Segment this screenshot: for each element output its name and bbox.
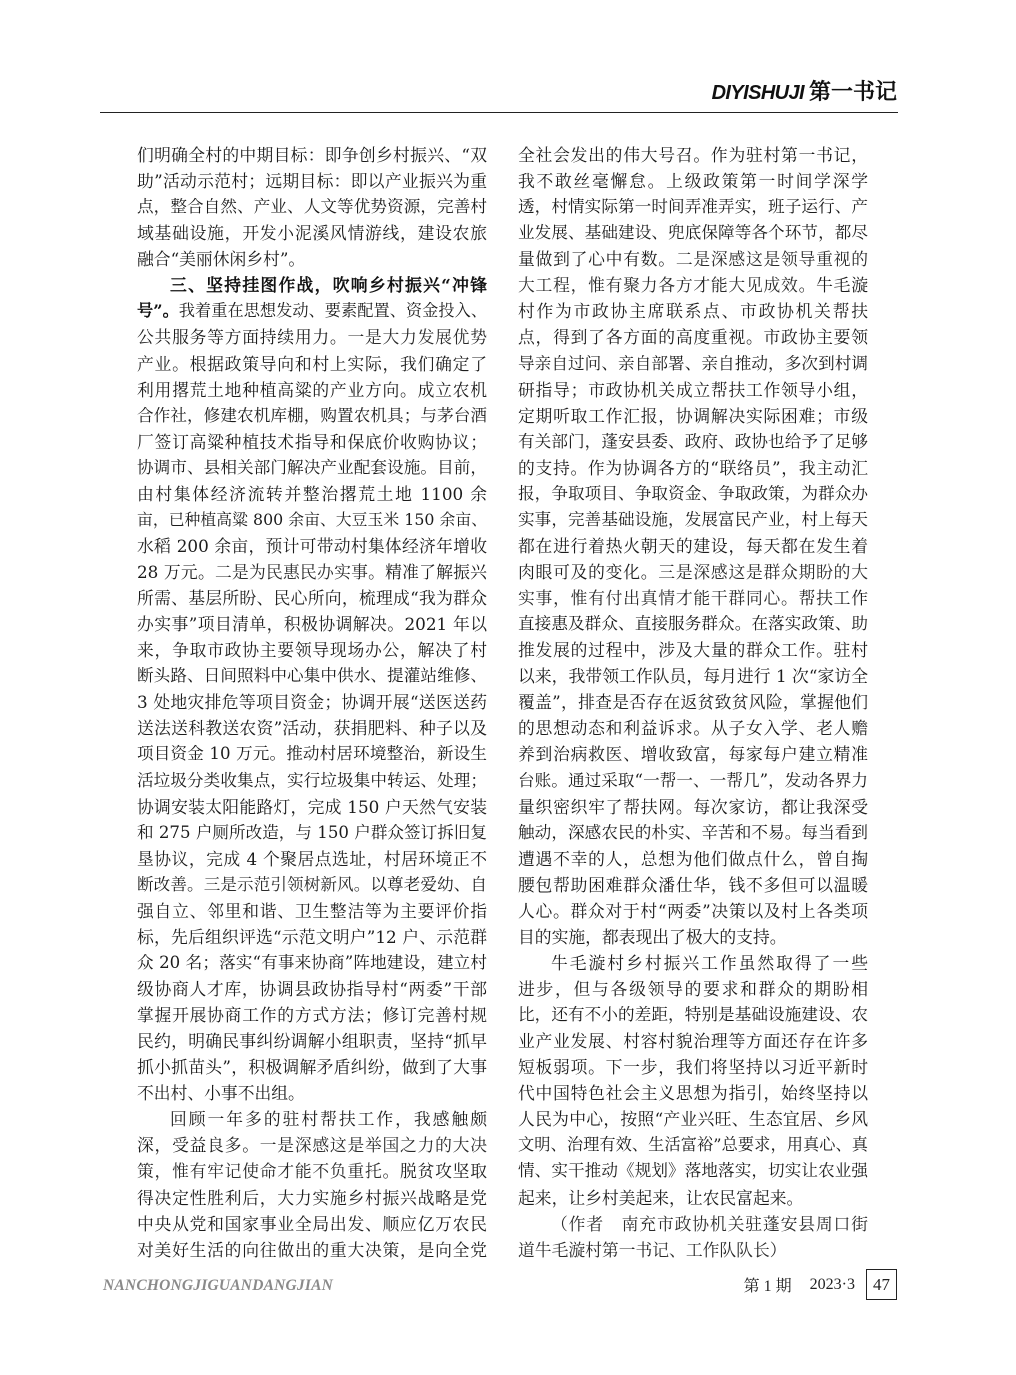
- text-run: 我不敢丝毫懈怠。上级政策第一时间学深学: [518, 171, 868, 192]
- text-run: 村作为市政协主席联系点、市政协机关帮扶: [518, 301, 868, 322]
- text-run: 精准了解振兴: [385, 562, 487, 582]
- text-line: [137, 585, 487, 611]
- text-line: [518, 455, 868, 481]
- text-run: 研指导；市政协机关成立帮扶工作领导小组，: [518, 379, 868, 400]
- text-line: [518, 898, 868, 924]
- text-run: 实事，完善基础设施，发展富民产业，村上每天: [518, 509, 868, 529]
- text-line: [518, 194, 868, 220]
- text-line: [137, 924, 487, 950]
- text-line: [137, 142, 487, 168]
- text-line: [518, 1002, 868, 1028]
- text-line: [518, 663, 868, 689]
- text-run: 的思想动态和利益诉求。从子女入学、老人赡: [518, 718, 868, 739]
- text-run: 人心。群众对于村“两委”决策以及村上各类项: [518, 900, 868, 921]
- text-line: [518, 507, 868, 533]
- text-run: 活垃圾分类收集点，实行垃圾集中转运、处理；: [137, 770, 487, 790]
- text-run: 域基础设施，开发小泥溪风情游线，建设农旅: [137, 223, 487, 244]
- text-run: 遭遇不幸的人，总想为他们做点什么，曾自掏: [518, 848, 868, 869]
- emphasis-run: 实事，惟有付出真情才能干群同心。: [518, 588, 799, 609]
- text-run: 中央从党和国家事业全局出发、顺应亿万农民: [137, 1213, 487, 1234]
- text-run: 有关部门，蓬安县委、政府、政协也给予了足够: [518, 431, 868, 451]
- emphasis-run: 二是为民惠民办实事。: [214, 562, 386, 582]
- text-run: 短板弱项。下一步，我们将坚持以习近平新时: [518, 1057, 868, 1078]
- text-line: [137, 429, 487, 455]
- text-run: 业发展、基础建设、兜底保障等各个环节，都尽: [518, 223, 868, 243]
- text-line: [518, 246, 868, 272]
- text-line: [518, 429, 868, 455]
- text-run: 量做到了心中有数。: [518, 249, 676, 270]
- page-number: 47: [866, 1269, 897, 1300]
- text-line: [137, 872, 487, 898]
- text-run: 牛毛漩: [816, 275, 868, 296]
- text-run: 断改善。: [137, 874, 204, 894]
- text-run: 根据政策导向和村上实际，我们确定了: [189, 353, 487, 374]
- text-line: [137, 194, 487, 220]
- text-run: 亩，已种植高粱 800 余亩、大豆玉米 150 余亩、: [137, 509, 487, 529]
- text-line: [518, 611, 868, 637]
- text-line: [137, 1002, 487, 1028]
- heading-run: 三、坚持挂图作战，吹响乡村振兴“冲锋: [170, 275, 487, 296]
- section-name-latin: DIYISHUJI: [711, 82, 804, 104]
- text-line: [518, 768, 868, 794]
- text-run: 直接惠及群众、直接服务群众。在落实政策、助: [518, 614, 868, 634]
- text-run: 得决定性胜利后，大力实施乡村振兴战略是党: [137, 1187, 487, 1208]
- text-run: 所需、基层所盼、民心所向，梳理成“我为群众: [137, 588, 487, 609]
- text-line: [518, 351, 868, 377]
- text-run: 对美好生活的向往做出的重大决策，是向全党: [137, 1239, 487, 1260]
- text-line: [518, 976, 868, 1002]
- text-line: [518, 741, 868, 767]
- text-line: [137, 481, 487, 507]
- text-run: 标，先后组织评选“示范文明户”12 户、示范群: [137, 926, 487, 947]
- text-run: 点，得到了各方面的高度重视。市政协主要领: [518, 327, 868, 348]
- text-run: 深，受益良多。: [137, 1135, 260, 1156]
- text-line: [518, 1028, 868, 1054]
- text-run: 掌握开展协商工作的方式方法；修订完善村规: [137, 1005, 487, 1026]
- text-line: [518, 298, 868, 324]
- text-run: 目的实施，都表现出了极大的支持。: [518, 926, 787, 947]
- text-run: 报，争取项目、争取资金、争取政策，为群众办: [518, 483, 868, 503]
- text-line: [518, 872, 868, 898]
- text-run: 强自立、邻里和谐、卫生整洁等为主要评价指: [137, 900, 487, 921]
- text-line: [137, 1211, 487, 1237]
- text-run: 腰包帮助困难群众潘仕华，钱不多但可以温暖: [518, 874, 868, 895]
- text-run: 人民为中心，按照“产业兴旺、生态宜居、乡风: [518, 1109, 868, 1130]
- text-line: [137, 1054, 487, 1080]
- text-run: 养到治病救医、增收致富，每家每户建立精准: [518, 744, 868, 765]
- text-run: 帮扶工作: [798, 588, 868, 609]
- text-line: [137, 351, 487, 377]
- text-run: 办实事”项目清单，积极协调解决。2021 年以: [137, 614, 487, 635]
- running-header: [712, 78, 897, 108]
- text-run: 起来，让乡村美起来，让农民富起来。: [518, 1187, 804, 1208]
- text-run: 融合“美丽休闲乡村”。: [137, 249, 306, 270]
- text-line: [137, 715, 487, 741]
- text-line: [518, 950, 868, 976]
- text-line: [518, 1054, 868, 1080]
- text-run: 协调安装太阳能路灯，完成 150 户天然气安装: [137, 796, 487, 817]
- header-rule: [100, 112, 898, 113]
- journal-name: NANCHONGJIGUANDANGJIAN: [103, 1277, 334, 1294]
- text-run: 由村集体经济流转并整治撂荒土地 1100 余: [137, 483, 487, 504]
- text-run: 送法送科教送农资”活动，获捐肥料、种子以及: [137, 718, 487, 739]
- text-run: 推发展的过程中，涉及大量的群众工作。驻村: [518, 640, 868, 661]
- text-line: [518, 637, 868, 663]
- text-line: [518, 272, 868, 298]
- section-name: 第一书记: [808, 80, 897, 105]
- text-line: [518, 794, 868, 820]
- emphasis-run: 大工程，惟有聚力各方才能大见成效。: [518, 275, 817, 296]
- text-run: 28 万元。: [137, 562, 215, 582]
- text-line: [137, 403, 487, 429]
- text-run: 业产业发展、村容村貌治理等方面还存在许多: [518, 1031, 868, 1052]
- text-line: [137, 507, 487, 533]
- text-line: [518, 689, 868, 715]
- text-run: 回顾一年多的驻村帮扶工作，我感触颇: [170, 1109, 487, 1130]
- text-run: 量织密织牢了帮扶网。每次家访，都让我深受: [518, 796, 868, 817]
- text-line: [518, 324, 868, 350]
- text-line: [137, 1132, 487, 1158]
- text-run: 肉眼可及的变化。: [518, 562, 659, 582]
- emphasis-run: 策，惟有牢记使命才能不负重托。: [137, 1161, 401, 1182]
- page-footer: [744, 1269, 897, 1300]
- text-run: 不出村、小事不出组。: [137, 1083, 305, 1104]
- text-line: [518, 1080, 868, 1106]
- emphasis-run: 一是大力发展优势: [347, 327, 487, 348]
- text-line: [518, 533, 868, 559]
- emphasis-run: 产业。: [137, 353, 190, 374]
- text-run: 断头路、日间照料中心集中供水、提灌站维修、: [137, 666, 487, 686]
- text-line: [137, 820, 487, 846]
- text-run: 比，还有不小的差距，特别是基础设施建设、农: [518, 1005, 868, 1025]
- text-line: [137, 794, 487, 820]
- text-line: [137, 168, 487, 194]
- text-run: 脱贫攻坚取: [400, 1161, 487, 1182]
- text-run: 台账。通过采取“一帮一、一帮几”，发动各界力: [518, 770, 868, 790]
- text-line: [518, 585, 868, 611]
- text-run: 覆盖”，排查是否存在返贫致贫风险，掌握他们: [518, 692, 868, 713]
- text-run: 水稻 200 余亩，预计可带动村集体经济年增收: [137, 535, 487, 556]
- text-run: 的支持。作为协调各方的“联络员”，我主动汇: [518, 457, 868, 478]
- emphasis-run: 一是深感这是举国之力的大决: [259, 1135, 487, 1156]
- emphasis-run: 道牛毛漩村第一书记、工作队队长）: [518, 1239, 787, 1260]
- text-line: [518, 403, 868, 429]
- text-line: [137, 533, 487, 559]
- text-line: [518, 715, 868, 741]
- text-line: [137, 298, 487, 324]
- text-run: 民约，明确民事纠纷调解小组职责，坚持“抓早: [137, 1031, 487, 1052]
- issue-date: 2023·3: [809, 1275, 855, 1293]
- text-run: 点，整合自然、产业、人文等优势资源，完善村: [137, 197, 487, 217]
- text-line: [137, 220, 487, 246]
- text-line: [137, 455, 487, 481]
- text-line: [137, 1158, 487, 1184]
- text-run: 和 275 户厕所改造，与 150 户群众签订拆旧复: [137, 822, 487, 842]
- text-run: 都在进行着热火朝天的建设，每天都在发生着: [518, 535, 868, 556]
- text-line: [137, 976, 487, 1002]
- text-run: 代中国特色社会主义思想为指引，始终坚持以: [518, 1083, 868, 1104]
- text-line: [518, 168, 868, 194]
- text-line: [518, 1185, 868, 1211]
- text-line: [518, 220, 868, 246]
- text-run: 厂签订高粱种植技术指导和保底价收购协议；: [137, 431, 487, 452]
- text-run: 们明确全村的中期目标：即争创乡村振兴、“双: [137, 145, 487, 165]
- text-line: [518, 1106, 868, 1132]
- text-line: [137, 272, 487, 298]
- text-run: 众 20 名；落实“有事来协商”阵地建设，建立村: [137, 952, 487, 972]
- text-run: 定期听取工作汇报，协调解决实际困难；市级: [518, 405, 868, 426]
- text-line: [518, 142, 868, 168]
- text-run: 我着重在思想发动、要素配置、资金投入、: [178, 301, 488, 321]
- text-line: [137, 1106, 487, 1132]
- text-run: 全社会发出的伟大号召。作为驻村第一书记，: [518, 145, 868, 165]
- emphasis-run: 三是深感这是群众期盼的大: [658, 562, 868, 582]
- text-line: [137, 898, 487, 924]
- text-run: 利用撂荒土地种植高粱的产业方向。成立农机: [137, 379, 487, 400]
- text-line: [137, 637, 487, 663]
- text-line: [137, 1080, 487, 1106]
- text-line: [518, 1211, 868, 1237]
- text-run: 透，村情实际第一时间弄准弄实，班子运行、产: [518, 197, 868, 217]
- text-line: [137, 246, 487, 272]
- text-line: [137, 1237, 487, 1263]
- text-run: 触动，深感农民的朴实、辛苦和不易。每当看到: [518, 822, 868, 842]
- text-line: [137, 950, 487, 976]
- text-run: 项目资金 10 万元。推动村居环境整治，新设生: [137, 744, 487, 764]
- text-line: [137, 559, 487, 585]
- text-run: 协调市、县相关部门解决产业配套设施。目前，: [137, 457, 487, 477]
- text-line: [137, 768, 487, 794]
- text-line: [518, 1158, 868, 1184]
- text-line: [137, 1028, 487, 1054]
- text-line: [137, 663, 487, 689]
- emphasis-run: 二是深感这是领导重视的: [675, 249, 868, 270]
- text-run: 3 处地灾排危等项目资金；协调开展“送医送药: [137, 692, 487, 713]
- text-line: [137, 324, 487, 350]
- text-run: 情、实干推动《规划》落地落实，切实让农业强: [518, 1161, 868, 1181]
- text-line: [518, 559, 868, 585]
- left-column: [137, 142, 487, 1263]
- text-line: [518, 481, 868, 507]
- text-line: [518, 377, 868, 403]
- text-run: 进步，但与各级领导的要求和群众的期盼相: [518, 979, 868, 999]
- text-run: 以尊老爱幼、自: [370, 874, 488, 894]
- text-run: 以来，我带领工作队员，每月进行 1 次“家访全: [518, 666, 868, 687]
- text-line: [518, 924, 868, 950]
- text-line: [137, 1185, 487, 1211]
- text-run: 来，争取市政协主要领导现场办公，解决了村: [137, 640, 487, 661]
- text-line: [518, 820, 868, 846]
- issue-number: 第 1 期: [743, 1278, 792, 1295]
- text-run: 助”活动示范村；远期目标：即以产业振兴为重: [137, 171, 487, 192]
- text-line: [518, 846, 868, 872]
- text-run: 导亲自过问、亲自部署、亲自推动，多次到村调: [518, 353, 868, 373]
- text-run: 抓小抓苗头”，积极调解矛盾纠纷，做到了大事: [137, 1057, 487, 1078]
- text-line: [137, 741, 487, 767]
- emphasis-run: （作者 南充市政协机关驻蓬安县周口街: [551, 1213, 868, 1234]
- heading-run: 号”。: [137, 301, 179, 321]
- text-line: [137, 377, 487, 403]
- text-line: [137, 846, 487, 872]
- text-run: 文明、治理有效、生活富裕”总要求，用真心、真: [518, 1135, 868, 1155]
- text-run: 合作社，修建农机库棚，购置农机具；与茅台酒: [137, 405, 487, 425]
- text-run: 牛毛漩村乡村振兴工作虽然取得了一些: [551, 952, 868, 973]
- right-column: [518, 142, 868, 1263]
- text-line: [518, 1237, 868, 1263]
- text-line: [518, 1132, 868, 1158]
- text-run: 公共服务等方面持续用力。: [137, 327, 348, 348]
- text-line: [137, 689, 487, 715]
- text-run: 垦协议，完成 4 个聚居点选址，村居环境正不: [137, 848, 487, 869]
- text-line: [137, 611, 487, 637]
- emphasis-run: 三是示范引领树新风。: [203, 874, 371, 894]
- text-run: 级协商人才库，协调县政协指导村“两委”干部: [137, 979, 487, 999]
